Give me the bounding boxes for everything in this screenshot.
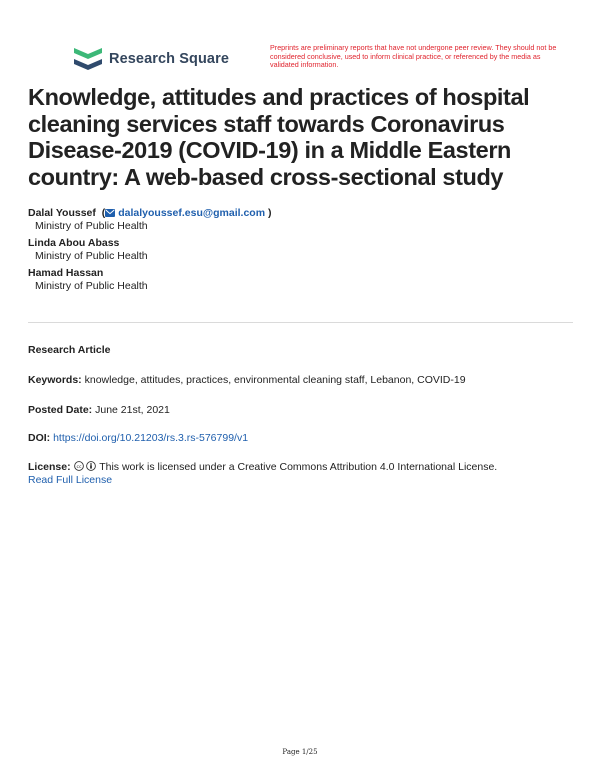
author-affiliation: Ministry of Public Health xyxy=(35,280,148,292)
license-label: License: xyxy=(28,461,71,473)
paper-title: Knowledge, attitudes and practices of hospital cleaning services staff towards Coronavirus Disease-2019 (COVID-19) in a Middle Eastern country: A web-based cross-sectional study xyxy=(28,84,530,190)
author-affiliation: Ministry of Public Health xyxy=(35,250,148,262)
article-type-text: Research Article xyxy=(28,344,111,356)
creative-commons-icon xyxy=(74,461,84,471)
posted-date-row xyxy=(28,404,573,417)
author-name-text: Dalal Youssef xyxy=(28,207,96,219)
attribution-icon xyxy=(86,461,96,471)
author-affiliation: Ministry of Public Health xyxy=(35,220,148,232)
svg-text:cc: cc xyxy=(76,464,82,470)
doi-label: DOI: xyxy=(28,432,51,444)
logo-text: Research Square xyxy=(109,51,229,67)
license-row xyxy=(28,461,573,487)
author-name: Dalal Youssef ( dalalyoussef.esu@gmail.com ) xyxy=(28,207,272,219)
research-square-logo-icon xyxy=(74,48,102,70)
preprint-disclaimer: Preprints are preliminary reports that have not undergone peer review. They should not be considered conclusive, used to inform clinical practice, or referenced by the media as validated information. xyxy=(270,43,557,70)
license-text: This work is licensed under a Creative Commons Attribution 4.0 International License. xyxy=(99,461,498,473)
keywords-label: Keywords: xyxy=(28,374,82,386)
posted-date-label: Posted Date: xyxy=(28,404,93,416)
doi-link[interactable]: https://doi.org/10.21203/rs.3.rs-576799/v1 xyxy=(53,432,249,444)
research-square-logo[interactable] xyxy=(74,46,229,72)
envelope-icon xyxy=(105,209,115,217)
author-email-text: dalalyoussef.esu@gmail.com xyxy=(118,207,266,219)
keywords-value: knowledge, attitudes, practices, environmental cleaning staff, Lebanon, COVID-19 xyxy=(84,374,466,386)
section-divider xyxy=(28,322,573,323)
keywords-row xyxy=(28,374,573,387)
author-name: Hamad Hassan xyxy=(28,267,104,279)
page-number: Page 1/25 xyxy=(282,748,318,756)
doi-row xyxy=(28,432,573,445)
posted-date-value: June 21st, 2021 xyxy=(95,404,170,416)
author-list xyxy=(28,207,578,297)
article-type xyxy=(28,344,573,357)
read-full-license-link[interactable]: Read Full License xyxy=(28,474,113,486)
author-email-link[interactable] xyxy=(105,207,265,219)
author-name: Linda Abou Abass xyxy=(28,237,120,249)
